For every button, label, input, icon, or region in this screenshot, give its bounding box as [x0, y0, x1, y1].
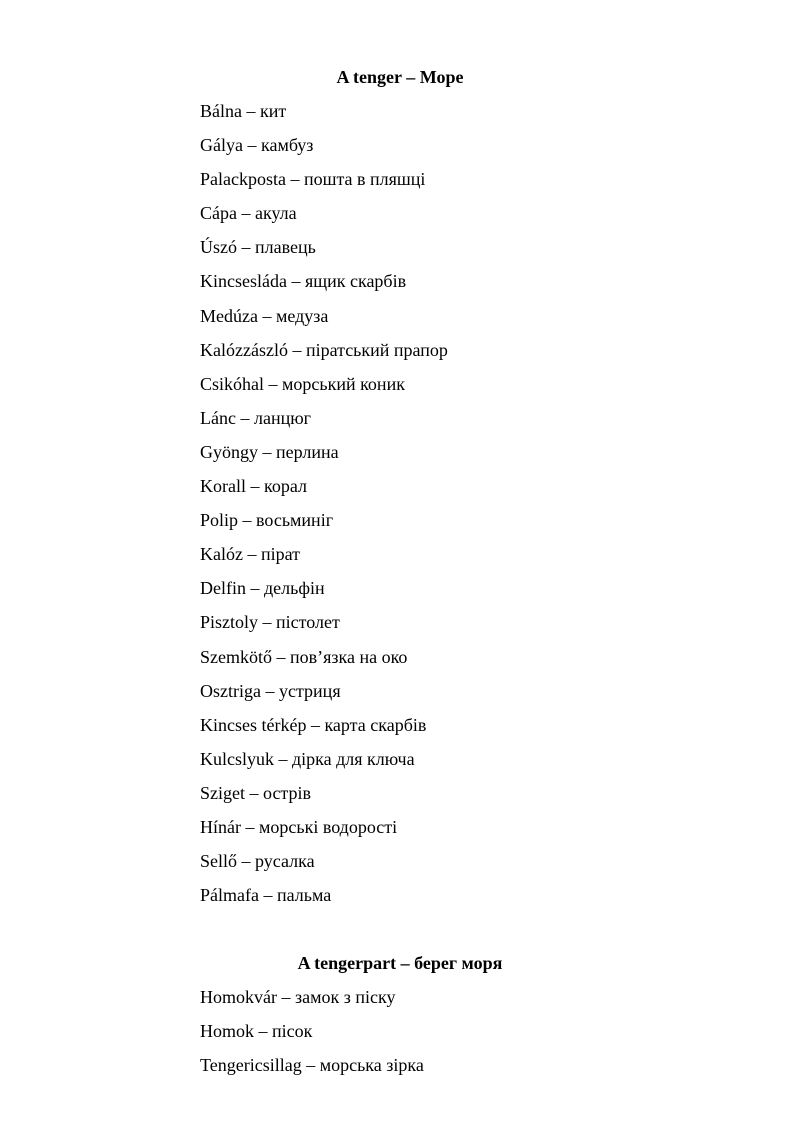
section-title-seashore: A tengerpart – берег моря: [297, 953, 503, 973]
vocabulary-item: Cápa – акула: [200, 203, 297, 224]
vocabulary-item: Delfin – дельфін: [200, 578, 325, 599]
vocabulary-item: Hínár – морські водорості: [200, 816, 398, 837]
vocabulary-item: Gyöngy – перлина: [200, 441, 339, 462]
vocabulary-list-sea: [200, 100, 448, 918]
vocabulary-list-seashore: [200, 986, 424, 1088]
vocabulary-item: Szemkötő – пов’язка на око: [200, 646, 408, 667]
vocabulary-item: Gálya – камбуз: [200, 135, 314, 156]
vocabulary-item: Polip – восьминіг: [200, 510, 334, 531]
vocabulary-item: Kincsesláda – ящик скарбів: [200, 271, 407, 292]
vocabulary-item: Bálna – кит: [200, 101, 287, 121]
vocabulary-item: Kulcslyuk – дірка для ключа: [200, 748, 415, 769]
vocabulary-item: Úszó – плавець: [200, 237, 316, 258]
vocabulary-item: Pálmafa – пальма: [200, 885, 332, 906]
vocabulary-item: Homokvár – замок з піску: [200, 987, 396, 1007]
vocabulary-item: Kincses térkép – карта скарбів: [200, 714, 427, 735]
vocabulary-item: Kalózzászló – піратський прапор: [200, 339, 448, 360]
vocabulary-item: Pisztoly – пістолет: [200, 612, 340, 633]
vocabulary-item: Osztriga – устриця: [200, 680, 341, 701]
vocabulary-item: Homok – пісок: [200, 1021, 313, 1042]
vocabulary-item: Kalóz – пірат: [200, 544, 301, 565]
vocabulary-item: Sziget – острів: [200, 782, 312, 803]
vocabulary-item: Korall – корал: [200, 476, 307, 497]
vocabulary-item: Sellő – русалка: [200, 851, 315, 872]
vocabulary-item: Tengericsillag – морська зірка: [200, 1055, 424, 1076]
section-title-sea: A tenger – Море: [336, 67, 464, 87]
vocabulary-item: Palackposta – пошта в пляшці: [200, 169, 426, 190]
vocabulary-item: Csikóhal – морський коник: [200, 373, 405, 394]
vocabulary-item: Lánc – ланцюг: [200, 407, 312, 428]
vocabulary-item: Medúza – медуза: [200, 305, 329, 326]
